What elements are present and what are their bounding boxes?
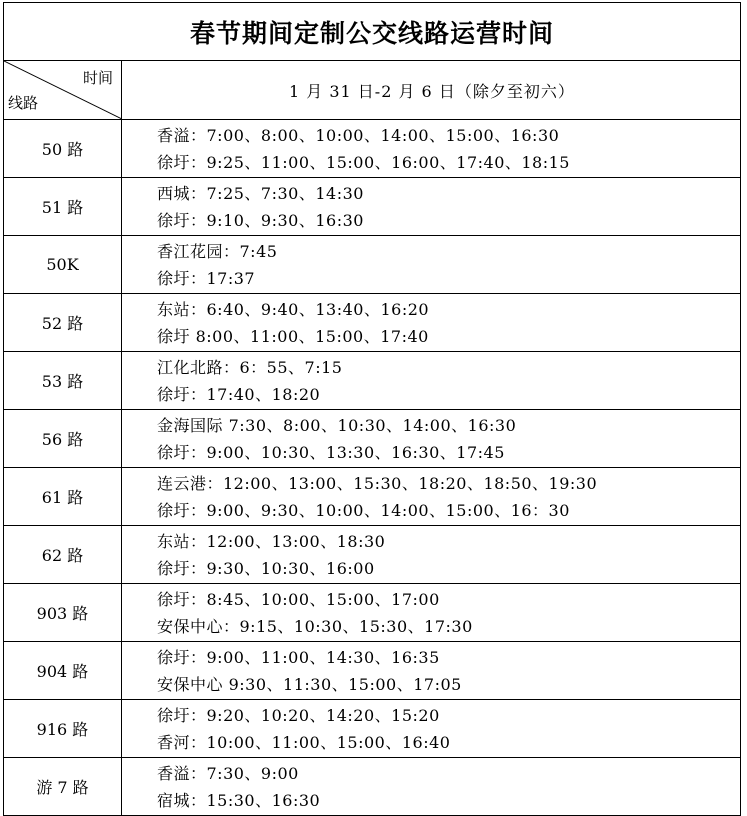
schedule-line: 金海国际 7:30、8:00、10:30、14:00、16:30	[157, 415, 517, 435]
schedule-cell	[157, 642, 740, 699]
table-row	[4, 178, 740, 236]
schedule-line: 徐圩：9:00、9:30、10:00、14:00、15:00、16：30	[157, 500, 570, 520]
schedule-line: 香溢：7:00、8:00、10:00、14:00、15:00、16:30	[157, 125, 560, 145]
route-cell: 62 路	[4, 526, 122, 583]
schedule-line: 连云港：12:00、13:00、15:30、18:20、18:50、19:30	[157, 473, 598, 493]
schedule-line: 徐圩：9:30、10:30、16:00	[157, 558, 375, 578]
schedule-line: 徐圩 8:00、11:00、15:00、17:40	[157, 326, 429, 346]
schedule-line: 徐圩：17:37	[157, 268, 256, 288]
route-cell: 51 路	[4, 178, 122, 235]
table-row	[4, 352, 740, 410]
schedule-line: 安保中心 9:30、11:30、15:00、17:05	[157, 674, 462, 694]
table-title: 春节期间定制公交线路运营时间	[4, 3, 740, 61]
table-row	[4, 294, 740, 352]
schedule-cell	[157, 236, 740, 293]
schedule-cell	[157, 700, 740, 757]
route-cell: 61 路	[4, 468, 122, 525]
schedule-cell	[157, 178, 740, 235]
schedule-line: 香溢：7:30、9:00	[157, 763, 299, 783]
route-cell: 53 路	[4, 352, 122, 409]
schedule-cell	[157, 468, 740, 525]
schedule-line: 香河：10:00、11:00、15:00、16:40	[157, 732, 451, 752]
route-cell: 游 7 路	[4, 758, 122, 815]
schedule-line: 香江花园：7:45	[157, 241, 278, 261]
route-cell: 50 路	[4, 120, 122, 177]
schedule-line: 徐圩：9:00、11:00、14:30、16:35	[157, 647, 440, 667]
schedule-cell	[157, 294, 740, 351]
route-label: 线路	[8, 94, 39, 112]
route-cell: 916 路	[4, 700, 122, 757]
schedule-line: 徐圩：17:40、18:20	[157, 384, 321, 404]
time-label: 时间	[82, 69, 113, 87]
route-cell: 56 路	[4, 410, 122, 467]
schedule-table	[3, 2, 741, 816]
table-row	[4, 120, 740, 178]
schedule-line: 东站：12:00、13:00、18:30	[157, 531, 386, 551]
header-row	[4, 61, 740, 120]
schedule-line: 徐圩：9:10、9:30、16:30	[157, 210, 364, 230]
schedule-line: 徐圩：9:00、10:30、13:30、16:30、17:45	[157, 442, 505, 462]
schedule-line: 宿城：15:30、16:30	[157, 790, 321, 810]
table-row	[4, 236, 740, 294]
diagonal-header-cell	[4, 61, 122, 119]
table-row	[4, 642, 740, 700]
schedule-cell	[157, 758, 740, 815]
schedule-cell	[157, 120, 740, 177]
table-row	[4, 468, 740, 526]
schedule-cell	[157, 584, 740, 641]
schedule-line: 徐圩：9:25、11:00、15:00、16:00、17:40、18:15	[157, 152, 570, 172]
table-row	[4, 758, 740, 815]
schedule-cell	[157, 410, 740, 467]
schedule-line: 安保中心：9:15、10:30、15:30、17:30	[157, 616, 473, 636]
schedule-line: 徐圩：8:45、10:00、15:00、17:00	[157, 589, 440, 609]
schedule-line: 西城：7:25、7:30、14:30	[157, 183, 364, 203]
schedule-line: 东站：6:40、9:40、13:40、16:20	[157, 299, 430, 319]
route-cell: 903 路	[4, 584, 122, 641]
route-cell: 52 路	[4, 294, 122, 351]
table-row	[4, 526, 740, 584]
period-header: 1 月 31 日-2 月 6 日（除夕至初六）	[289, 81, 575, 101]
schedule-cell	[157, 526, 740, 583]
route-cell: 904 路	[4, 642, 122, 699]
schedule-line: 江化北路：6：55、7:15	[157, 357, 343, 377]
schedule-line: 徐圩：9:20、10:20、14:20、15:20	[157, 705, 440, 725]
route-cell: 50K	[4, 236, 122, 293]
table-row	[4, 700, 740, 758]
schedule-cell	[157, 352, 740, 409]
table-row	[4, 410, 740, 468]
table-row	[4, 584, 740, 642]
